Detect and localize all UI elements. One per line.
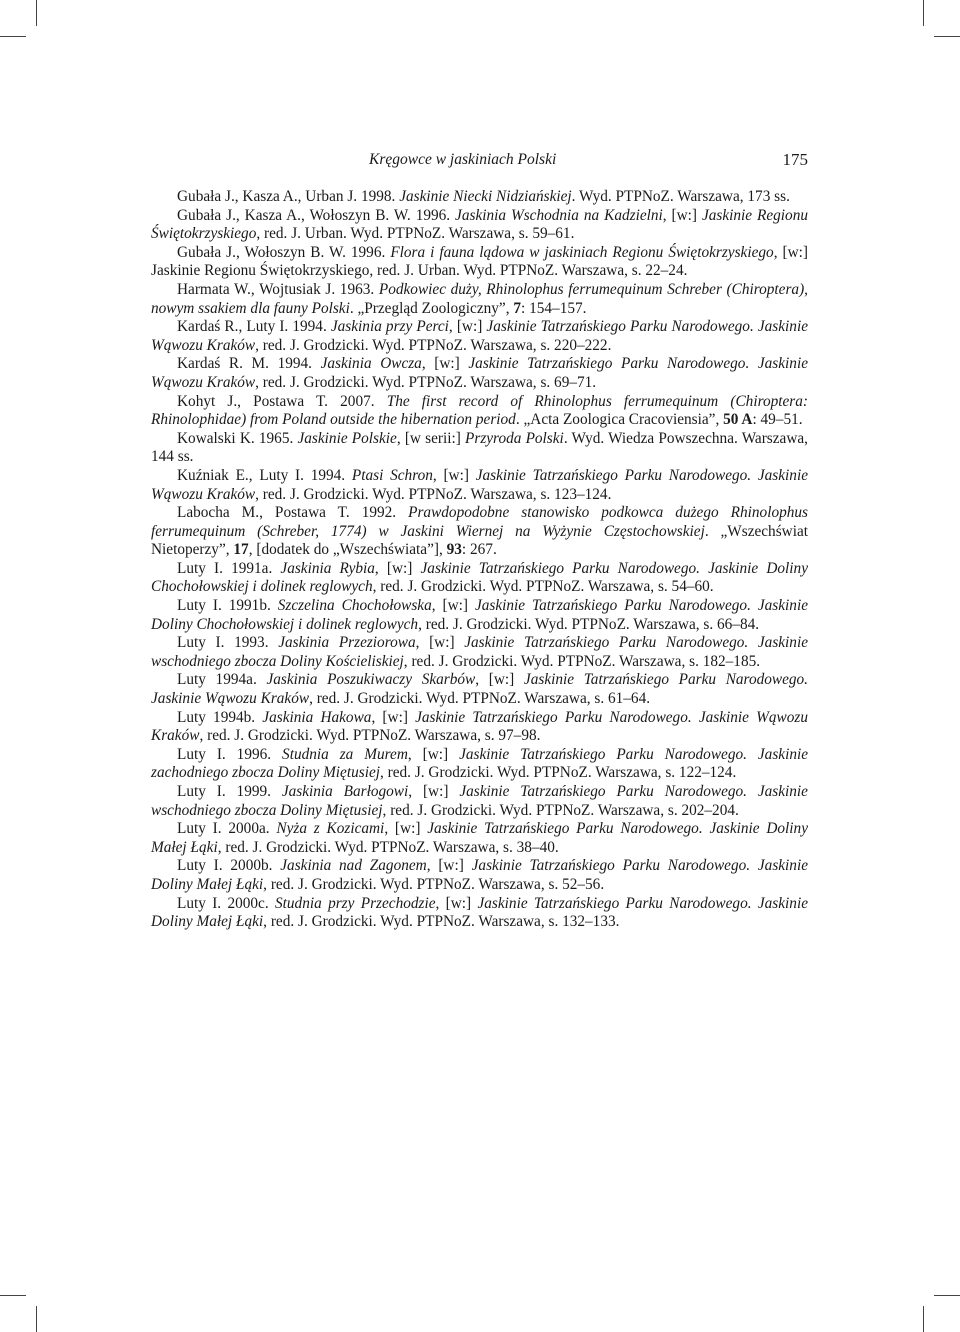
- reference-text: , [w:]: [371, 708, 416, 726]
- reference-text: , [w:]: [407, 745, 460, 763]
- reference-text: , red. J. Grodzicki. Wyd. PTPNoZ. Warszawa, s. 123–124.: [255, 485, 612, 503]
- crop-mark-top-left-h: [0, 36, 26, 37]
- reference-title-italic: Przyroda Polski: [465, 429, 564, 447]
- reference-entry: [151, 244, 808, 281]
- reference-text: . „Wszechświat Nietoperzy”,: [151, 522, 808, 559]
- reference-title-italic: Jaskinia Przeziorowa: [278, 634, 416, 652]
- reference-text: , [w:]: [448, 318, 487, 336]
- reference-entry: [151, 820, 808, 857]
- reference-title-italic: Jaskinie Tatrzańskiego Parku Narodowego. Jaskinie Wąwozu Kraków: [151, 355, 808, 391]
- reference-text: , red. J. Grodzicki. Wyd. PTPNoZ. Warszawa, s. 38–40.: [217, 838, 559, 856]
- reference-volume-bold: 50 A: [723, 411, 753, 429]
- reference-text: Gubała J., Wołoszyn B. W. 1996.: [177, 243, 391, 261]
- reference-title-italic: Jaskinia Hakowa: [262, 708, 372, 726]
- reference-text: , red. J. Grodzicki. Wyd. PTPNoZ. Warszawa, s. 202–204.: [382, 801, 739, 819]
- reference-title-italic: Jaskinie Tatrzańskiego Parku Narodowego. Jaskinie Doliny Chochołowskiej i dolinek reglowych: [151, 597, 808, 633]
- running-title: Kręgowce w jaskiniach Polski: [369, 151, 557, 168]
- reference-title-italic: Jaskinie Tatrzańskiego Parku Narodowego. Jaskinie wschodniego zbocza Doliny Kościeliskiej: [151, 634, 808, 670]
- reference-volume-bold: 17: [233, 541, 249, 559]
- reference-text: , red. J. Grodzicki. Wyd. PTPNoZ. Warszawa, s. 220–222.: [255, 336, 612, 354]
- reference-text: , [w:]: [408, 783, 460, 800]
- reference-text: , red. J. Urban. Wyd. PTPNoZ. Warszawa, s. 59–61.: [256, 225, 575, 243]
- reference-text: , [dodatek do „Wszechświata”],: [248, 541, 447, 559]
- reference-text: , [w:]: [384, 820, 428, 838]
- reference-text: : 154–157.: [521, 299, 587, 317]
- reference-text: Gubała J., Kasza A., Wołoszyn B. W. 1996.: [177, 206, 456, 224]
- reference-text: : 267.: [461, 541, 497, 559]
- reference-text: , [w:]: [374, 559, 421, 577]
- reference-title-italic: Ptasi Schron: [351, 466, 433, 484]
- reference-text: Luty I. 1991a.: [177, 559, 281, 577]
- reference-title-italic: Jaskinie Tatrzańskiego Parku Narodowego. Jaskinie Doliny Małej Łąki: [151, 857, 808, 893]
- reference-text: , [w:]: [432, 466, 476, 484]
- reference-text: , red. J. Grodzicki. Wyd. PTPNoZ. Warszawa, s. 69–71.: [255, 373, 597, 391]
- reference-text: Luty 1994b.: [177, 708, 263, 726]
- reference-title-italic: Studnia za Murem: [282, 745, 408, 763]
- reference-text: Kohyt J., Postawa T. 2007.: [177, 392, 387, 410]
- reference-title-italic: Szczelina Chochołowska: [277, 597, 432, 615]
- reference-text: , red. J. Grodzicki. Wyd. PTPNoZ. Warszawa, s. 61–64.: [309, 690, 651, 708]
- reference-text: Luty I. 2000a.: [177, 820, 277, 838]
- reference-title-italic: Nyża z Kozicami: [276, 820, 385, 838]
- reference-text: , [w:]: [431, 597, 475, 615]
- reference-title-italic: Jaskinie Tatrzańskiego Parku Narodowego. Jaskinie wschodniego zbocza Doliny Miętusiej: [151, 783, 808, 819]
- reference-entry: [151, 393, 808, 430]
- reference-text: : 49–51.: [752, 411, 803, 429]
- reference-title-italic: Jaskinie Tatrzańskiego Parku Narodowego. Jaskinie Wąwozu Kraków: [151, 318, 808, 354]
- reference-text: Harmata W., Wojtusiak J. 1963.: [177, 280, 379, 298]
- reference-text: Luty I. 1993.: [177, 634, 279, 652]
- reference-text: , [w:]: [415, 634, 465, 652]
- reference-text: , [w:] Jaskinie Regionu Świętokrzyskiego, red. J. Urban. Wyd. PTPNoZ. Warszawa, s. 22–24.: [151, 243, 808, 280]
- reference-text: . „Przegląd Zoologiczny”,: [349, 299, 514, 317]
- reference-title-italic: Jaskinia Owcza: [320, 355, 422, 373]
- reference-text: , red. J. Grodzicki. Wyd. PTPNoZ. Warszawa, s. 97–98.: [199, 727, 541, 745]
- reference-title-italic: Jaskinie Tatrzańskiego Parku Narodowego. Jaskinie Wąwozu Kraków: [151, 466, 808, 503]
- reference-entry: [151, 857, 808, 894]
- reference-entry: [151, 467, 808, 504]
- reference-list: [151, 188, 808, 932]
- reference-entry: [151, 318, 808, 355]
- reference-volume-bold: 7: [513, 299, 522, 317]
- reference-text: . „Acta Zoologica Cracoviensia”,: [515, 411, 724, 429]
- reference-text: , [w:]: [435, 894, 478, 912]
- reference-text: , [w serii:]: [396, 429, 466, 447]
- reference-text: Gubała J., Kasza A., Urban J. 1998.: [177, 188, 400, 205]
- reference-text: , [w:]: [421, 355, 469, 373]
- reference-title-italic: Jaskinie Niecki Nidziańskiej: [399, 188, 572, 205]
- reference-entry: [151, 430, 808, 467]
- crop-mark-bottom-left-v: [36, 1306, 37, 1332]
- crop-mark-top-right-v: [923, 0, 924, 26]
- reference-text: , red. J. Grodzicki. Wyd. PTPNoZ. Warszawa, s. 132–133.: [263, 913, 620, 931]
- reference-entry: [151, 207, 808, 244]
- reference-entry: [151, 188, 808, 207]
- reference-entry: [151, 560, 808, 597]
- reference-title-italic: Jaskinia Poszukiwaczy Skarbów: [266, 671, 476, 689]
- reference-text: Luty I. 1991b.: [177, 597, 278, 615]
- reference-title-italic: Jaskinia Rybia: [280, 559, 375, 577]
- reference-text: . Wyd. PTPNoZ. Warszawa, 173 ss.: [571, 188, 790, 205]
- reference-text: , red. J. Grodzicki. Wyd. PTPNoZ. Warszawa, s. 54–60.: [372, 578, 714, 596]
- reference-text: Luty I. 1996.: [177, 745, 283, 763]
- reference-title-italic: Jaskinia nad Zagonem: [280, 857, 427, 875]
- reference-text: , [w:]: [475, 671, 524, 689]
- reference-title-italic: Jaskinie Regionu Świętokrzyskiego: [151, 206, 808, 243]
- reference-entry: [151, 895, 808, 932]
- reference-volume-bold: 93: [446, 541, 462, 559]
- crop-mark-bottom-right-h: [934, 1295, 960, 1296]
- reference-entry: [151, 355, 808, 392]
- reference-text: Kuźniak E., Luty I. 1994.: [177, 466, 352, 484]
- reference-text: , red. J. Grodzicki. Wyd. PTPNoZ. Warszawa, s. 66–84.: [418, 615, 760, 633]
- reference-title-italic: Jaskinie Tatrzańskiego Parku Narodowego. Jaskinie Wąwozu Kraków: [151, 671, 809, 708]
- crop-mark-top-right-h: [934, 36, 960, 37]
- reference-text: Kardaś R., Luty I. 1994.: [177, 318, 331, 336]
- reference-title-italic: Jaskinie Tatrzańskiego Parku Narodowego. Jaskinie Doliny Małej Łąki: [151, 820, 808, 856]
- reference-entry: [151, 281, 808, 318]
- reference-entry: [151, 634, 808, 671]
- reference-entry: [151, 504, 808, 560]
- reference-title-italic: The first record of Rhinolophus ferrumequinum (Chiroptera: Rhinolophidae) from Poland outside the hibernation period: [151, 392, 808, 429]
- reference-text: , [w:]: [426, 857, 472, 875]
- crop-mark-top-left-v: [36, 0, 37, 26]
- reference-text: . Wyd. Wiedza Powszechna. Warszawa, 144 ss.: [151, 429, 808, 466]
- reference-title-italic: Jaskinie Tatrzańskiego Parku Narodowego. Jaskinie Wąwozu Kraków: [151, 708, 808, 745]
- reference-text: , [w:]: [662, 206, 702, 224]
- reference-text: Luty I. 2000c.: [177, 894, 275, 912]
- reference-title-italic: Jaskinie Tatrzańskiego Parku Narodowego. Jaskinie Doliny Małej Łąki: [151, 894, 808, 931]
- reference-title-italic: Podkowiec duży, Rhinolophus ferrumequinum Schreber (Chiroptera), nowym ssakiem dla fauny Polski: [151, 280, 808, 317]
- reference-text: , red. J. Grodzicki. Wyd. PTPNoZ. Warszawa, s. 182–185.: [403, 652, 761, 670]
- page-header: [150, 151, 808, 175]
- reference-title-italic: Jaskinia Wschodnia na Kadzielni: [455, 206, 663, 224]
- reference-entry: [151, 671, 808, 708]
- crop-mark-bottom-left-h: [0, 1295, 26, 1296]
- reference-text: Luty I. 2000b.: [177, 857, 281, 875]
- crop-mark-bottom-right-v: [923, 1306, 924, 1332]
- reference-title-italic: Jaskinie Tatrzańskiego Parku Narodowego. Jaskinie zachodniego zbocza Doliny Miętusiej: [151, 745, 809, 782]
- reference-title-italic: Studnia przy Przechodzie: [275, 894, 436, 912]
- reference-text: , red. J. Grodzicki. Wyd. PTPNoZ. Warszawa, s. 52–56.: [263, 875, 605, 893]
- reference-title-italic: Jaskinie Polskie: [297, 429, 397, 447]
- reference-text: Kardaś R. M. 1994.: [177, 355, 321, 373]
- reference-text: , red. J. Grodzicki. Wyd. PTPNoZ. Warszawa, s. 122–124.: [380, 764, 737, 782]
- reference-text: Luty I. 1999.: [177, 783, 282, 800]
- reference-entry: [151, 783, 808, 820]
- reference-text: Labocha M., Postawa T. 1992.: [177, 504, 409, 522]
- reference-text: Kowalski K. 1965.: [177, 429, 298, 447]
- reference-title-italic: Jaskinia przy Perci: [330, 318, 449, 336]
- reference-entry: [151, 597, 808, 634]
- page-number: 175: [782, 150, 808, 169]
- reference-title-italic: Jaskinia Barłogowi: [281, 783, 409, 800]
- reference-entry: [151, 746, 808, 783]
- reference-title-italic: Jaskinie Tatrzańskiego Parku Narodowego. Jaskinie Doliny Chochołowskiej i dolinek reglowych: [151, 559, 808, 596]
- reference-text: Luty 1994a.: [177, 671, 267, 689]
- reference-entry: [151, 709, 808, 746]
- reference-title-italic: Prawdopodobne stanowisko podkowca dużego Rhinolophus ferrumequinum (Schreber, 1774) w Jaskini Wiernej na Wyżynie Częstochowskiej: [151, 504, 808, 540]
- reference-title-italic: Flora i fauna lądowa w jaskiniach Regionu Świętokrzyskiego: [390, 243, 774, 261]
